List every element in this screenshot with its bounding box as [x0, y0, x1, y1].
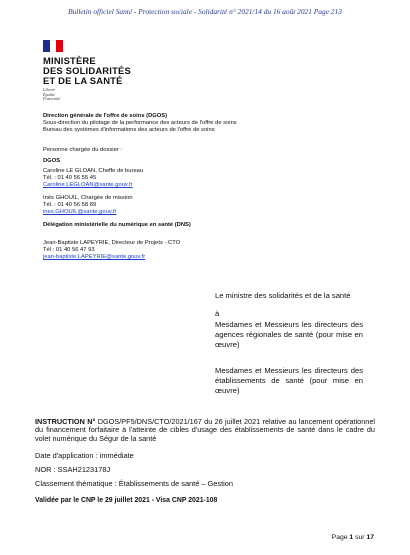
republic-flag-logo [43, 40, 63, 52]
contact-phone: Tél. : 01 40 56 58 89 [43, 202, 97, 208]
page-current: 1 [349, 534, 354, 541]
recipient-line: établissements de santé (pour mise en [215, 376, 363, 385]
dns-label: Délégation ministérielle du numérique en santé (DNS) [43, 222, 191, 228]
contact-person-2 [43, 195, 133, 216]
contact-name: Jean-Baptiste LAPEYRIE, Directeur de Projets - CTO [43, 240, 181, 246]
page-total: 17 [366, 534, 374, 541]
ministry-line: DES SOLIDARITÉS [43, 65, 131, 76]
recipient-ars [215, 320, 363, 350]
motto-line: Égalité [43, 91, 56, 97]
direction-block [43, 113, 237, 134]
contact-intro: Personne chargée du dossier : [43, 147, 122, 153]
nor-reference: NOR : SSAH2123178J [35, 465, 111, 474]
date-application: Date d'application : immédiate [35, 451, 134, 460]
dgos-label: DGOS [43, 158, 61, 164]
ministry-name [43, 56, 131, 86]
flag-red-stripe [56, 40, 63, 52]
ministry-line: MINISTÈRE [43, 55, 96, 66]
recipient-etablissements [215, 366, 363, 396]
cnp-validation: Validée par le CNP le 29 juillet 2021 - Visa CNP 2021-108 [35, 497, 218, 504]
contact-phone: Tél. : 01 40 56 55 45 [43, 175, 97, 181]
contact-email-link[interactable]: Caroline.LEGLOAN@sante.gouv.fr [43, 182, 133, 188]
sender-line: Le ministre des solidarités et de la santé [215, 291, 351, 300]
subdirection-line: Sous-direction du pilotage de la performance des acteurs de l'offre de soins [43, 120, 237, 126]
contact-phone: Tél : 01 40 56 47 93 [43, 247, 95, 253]
contact-email-link[interactable]: ines.GHOUIL@sante.gouv.fr [43, 209, 117, 215]
instruction-paragraph [35, 418, 375, 443]
recipient-line: Mesdames et Messieurs les directeurs des [215, 320, 363, 329]
bureau-line: Bureau des systèmes d'informations des acteurs de l'offre de soins [43, 127, 215, 133]
recipient-line: agences régionales de santé (pour mise en [215, 330, 363, 339]
recipient-line: œuvre) [215, 340, 240, 349]
ministry-line: ET DE LA SANTÉ [43, 75, 123, 86]
thematic-classification: Classement thématique : Établissements de santé – Gestion [35, 479, 234, 488]
page-separator: sur [355, 534, 365, 541]
contact-name: Inès GHOUIL, Chargée de mission [43, 195, 133, 201]
page-prefix: Page [331, 534, 348, 541]
running-header: Bulletin officiel Santé - Protection sociale - Solidarité n° 2021/14 du 16 août 2021 Page 213 [68, 7, 342, 16]
instruction-label: INSTRUCTION N° [35, 417, 96, 426]
direction-title: Direction générale de l'offre de soins (DGOS) [43, 113, 168, 119]
contact-person-1 [43, 168, 143, 189]
flag-blue-stripe [43, 40, 50, 52]
motto-line: Liberté [43, 87, 56, 92]
contact-email-link[interactable]: jean-baptiste.LAPEYRIE@sante.gouv.fr [43, 254, 146, 260]
recipient-line: Mesdames et Messieurs les directeurs des [215, 366, 363, 375]
instruction-text: DGOS/PF5/DNS/CTO/2021/167 du 26 juillet 2021 relative au lancement opérationnel du financement forfaitaire à l'atteinte de cibles d'usage des établissements de santé dans le cadre du volet numérique du Ségur de la santé [35, 417, 376, 443]
recipient-line: œuvre) [215, 386, 240, 395]
page-number [332, 534, 374, 541]
contact-person-3 [43, 240, 180, 261]
motto-line: Fraternité [43, 96, 61, 102]
recipient-to: à [215, 309, 220, 318]
contact-name: Caroline LE GLOAN, Cheffe de bureau [43, 168, 144, 174]
republic-motto [43, 88, 60, 102]
